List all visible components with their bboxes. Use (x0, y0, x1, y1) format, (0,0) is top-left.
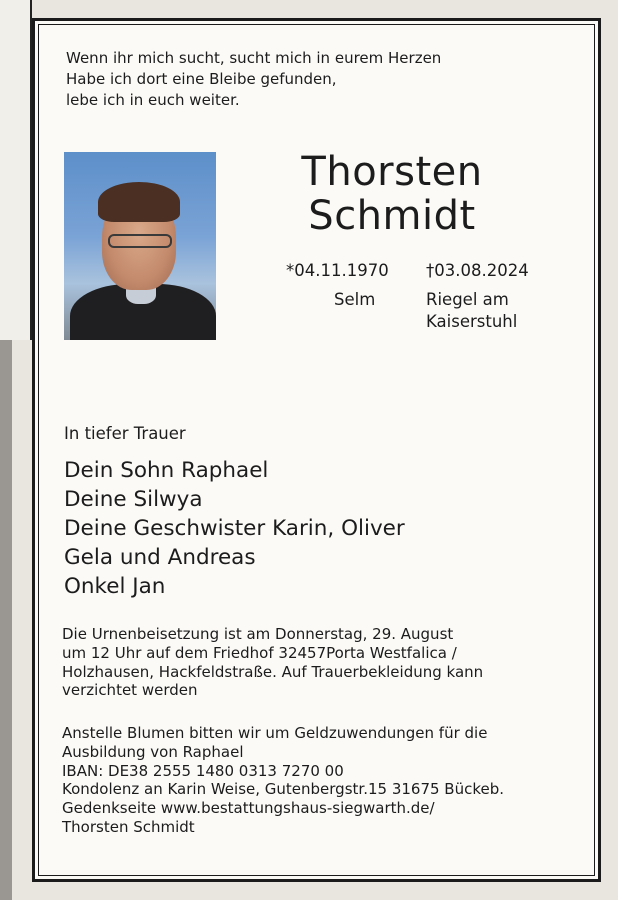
death-place-line: Kaiserstuhl (426, 312, 518, 331)
poem-line: Habe ich dort eine Bleibe gefunden, (66, 70, 337, 88)
family-member: Deine Geschwister Karin, Oliver (64, 516, 405, 541)
portrait-hair (98, 182, 180, 222)
funeral-notice-line: Die Urnenbeisetzung ist am Donnerstag, 29. August (62, 625, 454, 643)
death-date: †03.08.2024 (426, 261, 529, 280)
donation-notice-line: Ausbildung von Raphael (62, 742, 244, 761)
condolence-address-line: Kondolenz an Karin Weise, Gutenbergstr.15 31675 Bückeb. (62, 780, 505, 799)
memorial-poem (66, 48, 441, 111)
family-list (64, 456, 405, 601)
deceased-name (252, 150, 532, 238)
funeral-notice (62, 625, 483, 700)
portrait-glasses (108, 234, 172, 248)
adjacent-newspaper-column (0, 0, 32, 340)
portrait-photo (64, 152, 216, 340)
first-name: Thorsten (301, 149, 483, 195)
poem-line: lebe ich in euch weiter. (66, 91, 240, 109)
family-member: Deine Silwya (64, 487, 203, 512)
poem-line: Wenn ihr mich sucht, sucht mich in eurem Herzen (66, 49, 442, 67)
birth-place: Selm (334, 290, 376, 309)
family-member: Onkel Jan (64, 574, 166, 599)
family-member: Gela und Andreas (64, 545, 256, 570)
adjacent-newspaper-strip (0, 340, 12, 900)
donation-notice-line: Anstelle Blumen bitten wir um Geldzuwendungen für die (62, 724, 488, 742)
funeral-notice-line: verzichtet werden (62, 681, 198, 700)
mourning-heading: In tiefer Trauer (64, 424, 186, 443)
last-name: Schmidt (308, 193, 476, 239)
iban-line: IBAN: DE38 2555 1480 0313 7270 00 (62, 761, 344, 780)
funeral-notice-line: um 12 Uhr auf dem Friedhof 32457Porta Westfalica / (62, 643, 457, 662)
donation-notice (62, 724, 504, 837)
funeral-notice-line: Holzhausen, Hackfeldstraße. Auf Trauerbekleidung kann (62, 662, 484, 681)
family-member: Dein Sohn Raphael (64, 458, 269, 483)
memorial-page-line: Gedenkseite www.bestattungshaus-siegwarth.de/ (62, 799, 435, 818)
death-place-line: Riegel am (426, 290, 509, 309)
birth-date: *04.11.1970 (286, 261, 389, 280)
memorial-page-line: Thorsten Schmidt (62, 817, 195, 836)
death-place (426, 289, 517, 333)
